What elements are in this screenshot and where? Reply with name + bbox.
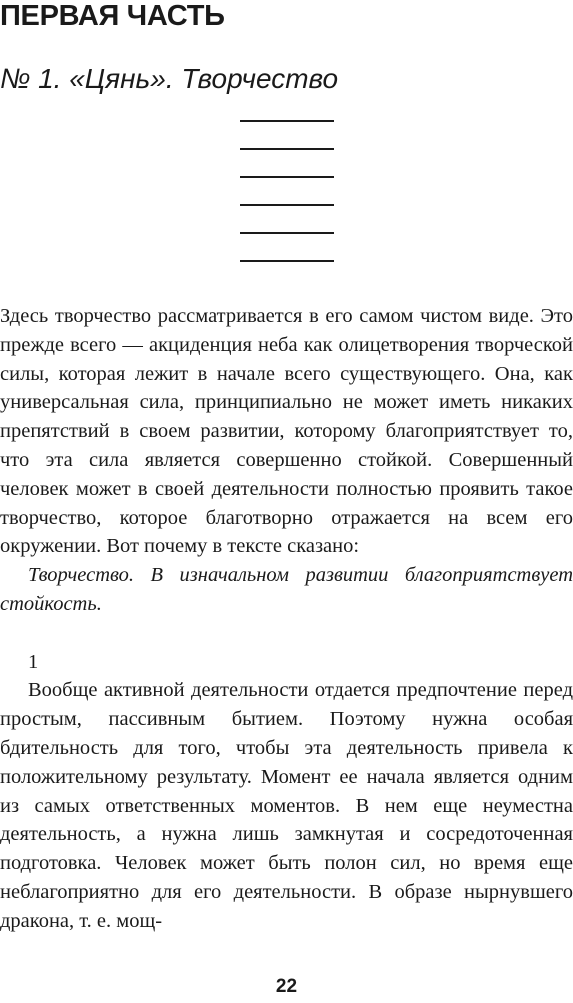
body-text [0, 302, 573, 936]
part-title: ПЕРВАЯ ЧАСТЬ [0, 0, 225, 32]
hexagram-line-1 [240, 260, 334, 262]
paragraph-intro: Здесь творчество рассматривается в его самом чистом виде. Это прежде всего — акциденция неба как олицетворения творческой силы, которая лежит в начале всего существующего. Она, как универсальная сила, принципиально не может иметь никаких препятствий в своем развитии, которому благоприятствует то, что эта сила является совершенно стойкой. Совершенный человек может в своей деятельности полностью проявить такое творчество, которое благотворно отражается на всем его окружении. Вот почему в тексте сказано: [0, 305, 573, 558]
chapter-title: № 1. «Цянь». Творчество [0, 63, 339, 94]
hexagram-line-5 [240, 148, 334, 150]
hexagram-line-2 [240, 232, 334, 234]
hexagram-qian-icon [240, 120, 334, 288]
quote-judgment: Творчество. В изначальном развитии благоприятствует стойкость. [0, 564, 573, 615]
section-number: 1 [28, 650, 39, 673]
hexagram-line-4 [240, 176, 334, 178]
hexagram-line-6 [240, 120, 334, 122]
hexagram-line-3 [240, 204, 334, 206]
paragraph-line-1: Вообще активной деятельности отдается предпочтение перед простым, пассивным бытием. Поэтому нужна особая бдительность для того, чтобы эта деятельность привела к положительному результату. Момент ее начала является одним из самых ответственных моментов. В нем еще неуместна деятельность, а нужна лишь замкнутая и сосредоточенная подготовка. Человек может быть полон сил, но время еще неблагоприятно для его деятельности. В образе нырнувшего дракона, т. е. мощ- [0, 679, 573, 932]
page-number: 22 [275, 976, 298, 997]
